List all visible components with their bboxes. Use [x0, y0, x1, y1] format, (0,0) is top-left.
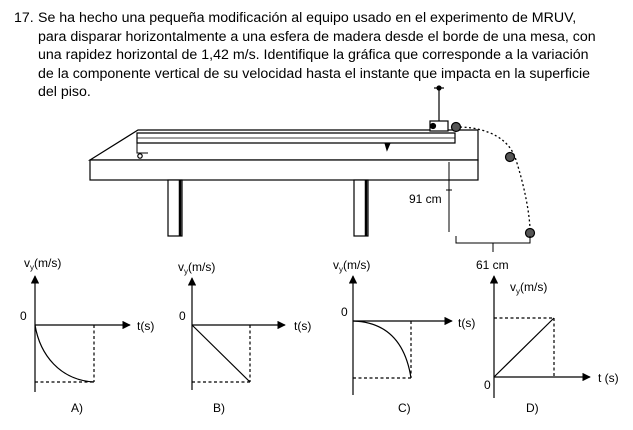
graph-c-ylabel: $v_y(m/s)$ [333, 258, 371, 274]
graph-c-option: C) [398, 401, 411, 415]
graph-d-option: D) [526, 401, 539, 415]
graph-a-ylabel: $v_y(m/s)$ [24, 256, 62, 272]
graph-d-origin: 0 [484, 378, 491, 392]
height-label: 91 cm [409, 192, 442, 206]
graph-c-origin: 0 [341, 305, 348, 319]
question-number: 17. [14, 10, 34, 26]
graph-d-line [494, 318, 554, 377]
ball-mid [506, 153, 515, 162]
question-text: Se ha hecho una pequeña modificación al equipo usado en el experimento de MRUV, para disparar horizontalmente a una esfera de madera desde el borde de una mesa, con una rapidez horizontal de 1,42 m/s. Identifique la gráfica que corresponde a la variación de la componente vertical de su velocidad hasta el instante que impacta en la superficie del piso. [38, 10, 596, 101]
graph-a-xlabel: t(s) [137, 319, 155, 333]
graph-c-curve [353, 321, 411, 378]
graph-a-option: A) [71, 401, 83, 415]
graph-c [353, 276, 452, 395]
graph-c-xlabel: t(s) [458, 316, 476, 330]
experiment-figure [90, 86, 535, 252]
graph-d-ylabel: $v_y(m/s)$ [510, 280, 548, 296]
graph-b-line [192, 325, 250, 382]
graph-d [494, 276, 590, 398]
graph-a-origin: 0 [20, 309, 27, 323]
graph-b-xlabel: t(s) [294, 319, 312, 333]
distance-label: 61 cm [476, 258, 509, 272]
ball-launch [452, 123, 461, 132]
graph-b-origin: 0 [179, 309, 186, 323]
graph-b-option: B) [213, 401, 225, 415]
table-front-edge [90, 160, 478, 180]
graph-a-curve [35, 325, 94, 382]
graph-b [192, 278, 285, 390]
graph-d-xlabel: t (s) [598, 371, 619, 385]
graph-a [35, 276, 130, 392]
graph-b-ylabel: $v_y(m/s)$ [178, 260, 216, 276]
